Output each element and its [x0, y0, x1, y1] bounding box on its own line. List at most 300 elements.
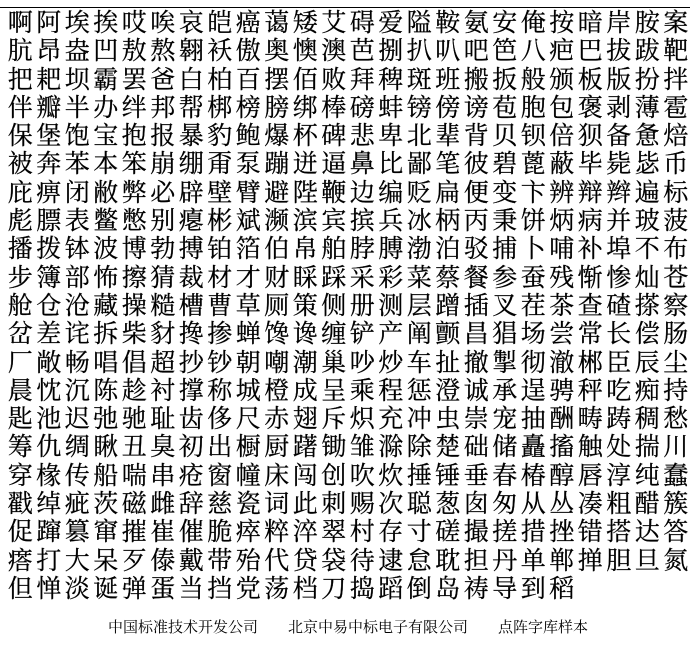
glyph: 秤	[577, 375, 603, 405]
glyph: 艾	[321, 8, 347, 37]
glyph: 潮	[292, 347, 318, 377]
glyph: 存	[378, 517, 404, 547]
glyph: 刀	[321, 573, 347, 603]
glyph: 叉	[492, 290, 518, 320]
glyph: 崔	[150, 517, 176, 547]
glyph: 宾	[321, 206, 347, 236]
glyph-row	[6, 37, 690, 65]
glyph: 察	[663, 290, 689, 320]
glyph: 帛	[292, 234, 318, 264]
glyph: 单	[520, 545, 546, 575]
glyph: 板	[577, 64, 603, 94]
glyph: 炊	[378, 460, 404, 490]
glyph: 彪	[7, 206, 33, 236]
glyph: 臂	[235, 177, 261, 207]
glyph: 赐	[349, 489, 375, 519]
glyph: 冰	[406, 206, 432, 236]
glyph: 败	[321, 64, 347, 94]
glyph: 撤	[463, 347, 489, 377]
glyph: 瓣	[36, 92, 62, 122]
glyph: 淬	[292, 517, 318, 547]
glyph: 辈	[435, 121, 461, 151]
glyph: 拔	[606, 36, 632, 66]
glyph: 蝉	[235, 319, 261, 349]
glyph: 代	[264, 545, 290, 575]
glyph: 擦	[121, 262, 147, 292]
glyph: 诧	[64, 319, 90, 349]
glyph: 椽	[36, 460, 62, 490]
glyph: 错	[577, 517, 603, 547]
glyph: 村	[349, 517, 375, 547]
glyph: 出	[207, 432, 233, 462]
glyph: 伴	[7, 92, 33, 122]
glyph: 谤	[463, 92, 489, 122]
glyph: 矮	[292, 8, 318, 37]
glyph: 锤	[435, 460, 461, 490]
glyph: 邦	[150, 92, 176, 122]
glyph: 淳	[606, 460, 632, 490]
glyph: 瞅	[93, 432, 119, 462]
glyph: 策	[292, 290, 318, 320]
glyph: 怖	[93, 262, 119, 292]
glyph: 蔡	[435, 262, 461, 292]
glyph: 刺	[321, 489, 347, 519]
glyph: 胺	[634, 8, 660, 37]
glyph-row	[6, 433, 690, 461]
glyph: 唇	[577, 460, 603, 490]
glyph: 船	[93, 460, 119, 490]
glyph: 颤	[435, 319, 461, 349]
glyph: 币	[663, 149, 689, 179]
glyph: 但	[7, 573, 33, 603]
glyph: 罢	[121, 64, 147, 94]
glyph-row	[6, 235, 690, 263]
glyph: 扳	[492, 64, 518, 94]
glyph: 惮	[36, 573, 62, 603]
glyph: 睬	[292, 262, 318, 292]
glyph: 避	[264, 177, 290, 207]
glyph: 钡	[520, 121, 546, 151]
glyph: 澳	[321, 36, 347, 66]
glyph: 并	[606, 206, 632, 236]
glyph: 拆	[93, 319, 119, 349]
glyph: 兵	[378, 206, 404, 236]
glyph: 背	[463, 121, 489, 151]
glyph: 喘	[121, 460, 147, 490]
glyph: 齿	[178, 404, 204, 434]
glyph: 骋	[549, 375, 575, 405]
glyph: 础	[463, 432, 489, 462]
glyph: 充	[378, 404, 404, 434]
glyph: 戳	[7, 489, 33, 519]
glyph: 蚌	[378, 92, 404, 122]
caption-company: 北京中易中标电子有限公司	[287, 618, 468, 636]
glyph: 尝	[549, 319, 575, 349]
glyph: 驰	[121, 404, 147, 434]
glyph: 戴	[178, 545, 204, 575]
glyph: 晨	[7, 375, 33, 405]
glyph: 般	[520, 64, 546, 94]
glyph-row	[6, 377, 690, 405]
glyph: 承	[492, 375, 518, 405]
glyph: 扮	[634, 64, 660, 94]
glyph: 呈	[321, 375, 347, 405]
glyph: 俺	[520, 8, 546, 37]
glyph: 猜	[150, 262, 176, 292]
glyph: 灿	[634, 262, 660, 292]
glyph: 揣	[634, 432, 660, 462]
glyph: 簿	[36, 262, 62, 292]
glyph: 撮	[463, 517, 489, 547]
glyph: 搓	[492, 517, 518, 547]
glyph: 从	[520, 489, 546, 519]
glyph: 缠	[321, 319, 347, 349]
glyph: 躇	[292, 432, 318, 462]
glyph: 卑	[378, 121, 404, 151]
glyph: 幢	[235, 460, 261, 490]
glyph: 扁	[435, 177, 461, 207]
glyph: 篡	[64, 517, 90, 547]
glyph: 疮	[178, 460, 204, 490]
glyph: 播	[7, 234, 33, 264]
glyph: 傣	[150, 545, 176, 575]
glyph: 本	[93, 149, 119, 179]
glyph: 彩	[378, 262, 404, 292]
glyph: 草	[235, 290, 261, 320]
glyph: 层	[406, 290, 432, 320]
glyph: 柄	[435, 206, 461, 236]
glyph: 驳	[463, 234, 489, 264]
glyph: 辞	[178, 489, 204, 519]
glyph: 郴	[577, 347, 603, 377]
glyph: 待	[349, 545, 375, 575]
glyph-row	[6, 490, 690, 518]
glyph: 棒	[321, 92, 347, 122]
glyph: 锄	[321, 432, 347, 462]
glyph: 旦	[634, 545, 660, 575]
glyph: 阿	[36, 8, 62, 37]
glyph: 胞	[520, 92, 546, 122]
glyph-row	[6, 292, 690, 320]
glyph: 捣	[349, 573, 375, 603]
glyph: 倒	[406, 573, 432, 603]
glyph: 搐	[549, 432, 575, 462]
glyph: 冲	[406, 404, 432, 434]
glyph: 菜	[406, 262, 432, 292]
glyph: 悲	[349, 121, 375, 151]
glyph: 翠	[321, 517, 347, 547]
glyph: 狈	[577, 121, 603, 151]
glyph: 敝	[93, 177, 119, 207]
glyph: 次	[378, 489, 404, 519]
glyph: 脖	[349, 234, 375, 264]
glyph: 抄	[178, 347, 204, 377]
glyph: 寸	[406, 517, 432, 547]
glyph: 蔼	[264, 8, 290, 37]
glyph: 答	[663, 517, 689, 547]
glyph: 柴	[121, 319, 147, 349]
glyph: 胆	[606, 545, 632, 575]
glyph: 池	[36, 404, 62, 434]
glyph: 超	[150, 347, 176, 377]
glyph: 芭	[349, 36, 375, 66]
glyph: 褒	[577, 92, 603, 122]
glyph: 炒	[378, 347, 404, 377]
glyph: 催	[178, 517, 204, 547]
glyph: 脆	[207, 517, 233, 547]
glyph: 表	[64, 206, 90, 236]
glyph: 膘	[36, 206, 62, 236]
glyph: 春	[492, 460, 518, 490]
glyph: 勃	[150, 234, 176, 264]
glyph-row	[6, 405, 690, 433]
glyph: 辩	[577, 177, 603, 207]
glyph: 岛	[435, 573, 461, 603]
glyph: 趁	[121, 375, 147, 405]
glyph: 带	[207, 545, 233, 575]
glyph: 卞	[520, 177, 546, 207]
glyph-row	[6, 150, 690, 178]
glyph: 版	[606, 64, 632, 94]
glyph: 卜	[520, 234, 546, 264]
glyph: 焙	[663, 121, 689, 151]
glyph: 钵	[64, 234, 90, 264]
glyph: 糙	[150, 290, 176, 320]
glyph: 雏	[349, 432, 375, 462]
glyph-row	[6, 9, 690, 37]
glyph: 巢	[321, 347, 347, 377]
glyph: 册	[349, 290, 375, 320]
glyph: 掣	[492, 347, 518, 377]
glyph: 甭	[207, 149, 233, 179]
glyph: 囱	[463, 489, 489, 519]
glyph: 橱	[235, 432, 261, 462]
glyph: 爱	[378, 8, 404, 37]
glyph: 不	[634, 234, 660, 264]
glyph: 备	[606, 121, 632, 151]
glyph: 按	[549, 8, 575, 37]
glyph: 耙	[36, 64, 62, 94]
glyph: 斌	[235, 206, 261, 236]
glyph-grid	[6, 9, 690, 603]
glyph: 处	[606, 432, 632, 462]
glyph: 厨	[264, 432, 290, 462]
glyph: 遍	[634, 177, 660, 207]
glyph: 词	[264, 489, 290, 519]
glyph: 厂	[7, 347, 33, 377]
glyph: 笨	[121, 149, 147, 179]
glyph: 傍	[435, 92, 461, 122]
glyph: 侧	[321, 290, 347, 320]
glyph: 祷	[463, 573, 489, 603]
glyph: 猖	[492, 319, 518, 349]
glyph: 岸	[606, 8, 632, 37]
glyph: 场	[520, 319, 546, 349]
glyph: 纯	[634, 460, 660, 490]
glyph: 沉	[64, 375, 90, 405]
glyph: 绑	[292, 92, 318, 122]
glyph: 八	[520, 36, 546, 66]
glyph: 摆	[264, 64, 290, 94]
glyph: 捶	[406, 460, 432, 490]
glyph: 掸	[577, 545, 603, 575]
glyph: 崇	[463, 404, 489, 434]
glyph: 忱	[36, 375, 62, 405]
caption-title: 点阵字库样本	[498, 618, 589, 636]
glyph: 蹦	[264, 149, 290, 179]
glyph: 愁	[663, 404, 689, 434]
glyph: 碑	[321, 121, 347, 151]
glyph: 常	[577, 319, 603, 349]
glyph: 抱	[121, 121, 147, 151]
glyph: 钞	[207, 347, 233, 377]
glyph: 博	[121, 234, 147, 264]
glyph: 班	[435, 64, 461, 94]
glyph: 传	[64, 460, 90, 490]
glyph: 藏	[93, 290, 119, 320]
glyph: 才	[235, 262, 261, 292]
glyph: 川	[663, 432, 689, 462]
glyph: 碧	[492, 149, 518, 179]
glyph: 参	[492, 262, 518, 292]
glyph: 茶	[549, 290, 575, 320]
glyph: 匆	[492, 489, 518, 519]
glyph: 臣	[606, 347, 632, 377]
glyph: 拜	[349, 64, 375, 94]
glyph: 醋	[634, 489, 660, 519]
glyph: 谗	[292, 319, 318, 349]
glyph: 呆	[93, 545, 119, 575]
glyph: 串	[150, 460, 176, 490]
glyph: 榜	[235, 92, 261, 122]
glyph-row	[6, 207, 690, 235]
glyph: 梆	[207, 92, 233, 122]
glyph: 殆	[235, 545, 261, 575]
glyph: 柏	[207, 64, 233, 94]
glyph: 醇	[549, 460, 575, 490]
glyph: 赤	[264, 404, 290, 434]
glyph: 岔	[7, 319, 33, 349]
glyph: 逼	[321, 149, 347, 179]
glyph: 惨	[606, 262, 632, 292]
glyph: 嘲	[264, 347, 290, 377]
glyph: 诚	[463, 375, 489, 405]
glyph: 彻	[520, 347, 546, 377]
glyph: 迸	[292, 149, 318, 179]
glyph: 虫	[435, 404, 461, 434]
glyph: 袋	[321, 545, 347, 575]
glyph: 到	[520, 573, 546, 603]
glyph: 淡	[64, 573, 90, 603]
glyph: 巴	[577, 36, 603, 66]
glyph: 摈	[349, 206, 375, 236]
glyph: 吹	[349, 460, 375, 490]
glyph: 暗	[577, 8, 603, 37]
glyph: 肠	[663, 319, 689, 349]
glyph: 包	[549, 92, 575, 122]
glyph: 采	[349, 262, 375, 292]
glyph: 吧	[463, 36, 489, 66]
glyph: 薄	[634, 92, 660, 122]
glyph: 滁	[378, 432, 404, 462]
glyph: 案	[663, 8, 689, 37]
glyph: 布	[663, 234, 689, 264]
glyph: 毕	[577, 149, 603, 179]
glyph: 蔽	[549, 149, 575, 179]
glyph: 碴	[606, 290, 632, 320]
glyph: 碍	[349, 8, 375, 37]
glyph: 倍	[549, 121, 575, 151]
glyph: 残	[549, 262, 575, 292]
glyph: 财	[264, 262, 290, 292]
glyph: 编	[378, 177, 404, 207]
glyph: 扒	[406, 36, 432, 66]
glyph: 箔	[235, 234, 261, 264]
glyph: 癌	[235, 8, 261, 37]
glyph: 半	[64, 92, 90, 122]
glyph: 部	[64, 262, 90, 292]
glyph: 茬	[520, 290, 546, 320]
glyph: 聪	[406, 489, 432, 519]
glyph: 穿	[7, 460, 33, 490]
glyph: 苞	[492, 92, 518, 122]
glyph: 蹈	[378, 573, 404, 603]
glyph: 绰	[36, 489, 62, 519]
glyph: 馋	[264, 319, 290, 349]
glyph: 报	[150, 121, 176, 151]
glyph: 鳖	[93, 206, 119, 236]
glyph: 贝	[492, 121, 518, 151]
glyph: 茨	[93, 489, 119, 519]
glyph: 拌	[663, 64, 689, 94]
glyph: 插	[463, 290, 489, 320]
glyph: 必	[150, 177, 176, 207]
glyph: 酬	[549, 404, 575, 434]
glyph: 摧	[121, 517, 147, 547]
glyph: 当	[178, 573, 204, 603]
glyph: 档	[292, 573, 318, 603]
glyph: 衬	[150, 375, 176, 405]
glyph: 杯	[292, 121, 318, 151]
glyph: 吵	[349, 347, 375, 377]
glyph: 舶	[321, 234, 347, 264]
glyph: 乘	[349, 375, 375, 405]
glyph: 饼	[520, 206, 546, 236]
glyph-row	[6, 518, 690, 546]
glyph-row	[6, 94, 690, 122]
glyph: 别	[150, 206, 176, 236]
glyph: 斥	[321, 404, 347, 434]
glyph: 创	[321, 460, 347, 490]
glyph: 仓	[36, 290, 62, 320]
glyph: 长	[606, 319, 632, 349]
glyph: 捌	[378, 36, 404, 66]
glyph: 裁	[178, 262, 204, 292]
glyph: 埠	[606, 234, 632, 264]
glyph: 抽	[520, 404, 546, 434]
glyph-row	[6, 264, 690, 292]
glyph: 筹	[7, 432, 33, 462]
glyph: 啊	[7, 8, 33, 37]
glyph: 被	[7, 149, 33, 179]
glyph: 痹	[36, 177, 62, 207]
glyph: 炳	[549, 206, 575, 236]
glyph: 持	[663, 375, 689, 405]
glyph: 辫	[606, 177, 632, 207]
glyph: 爆	[264, 121, 290, 151]
glyph: 耽	[435, 545, 461, 575]
glyph: 稻	[549, 573, 575, 603]
